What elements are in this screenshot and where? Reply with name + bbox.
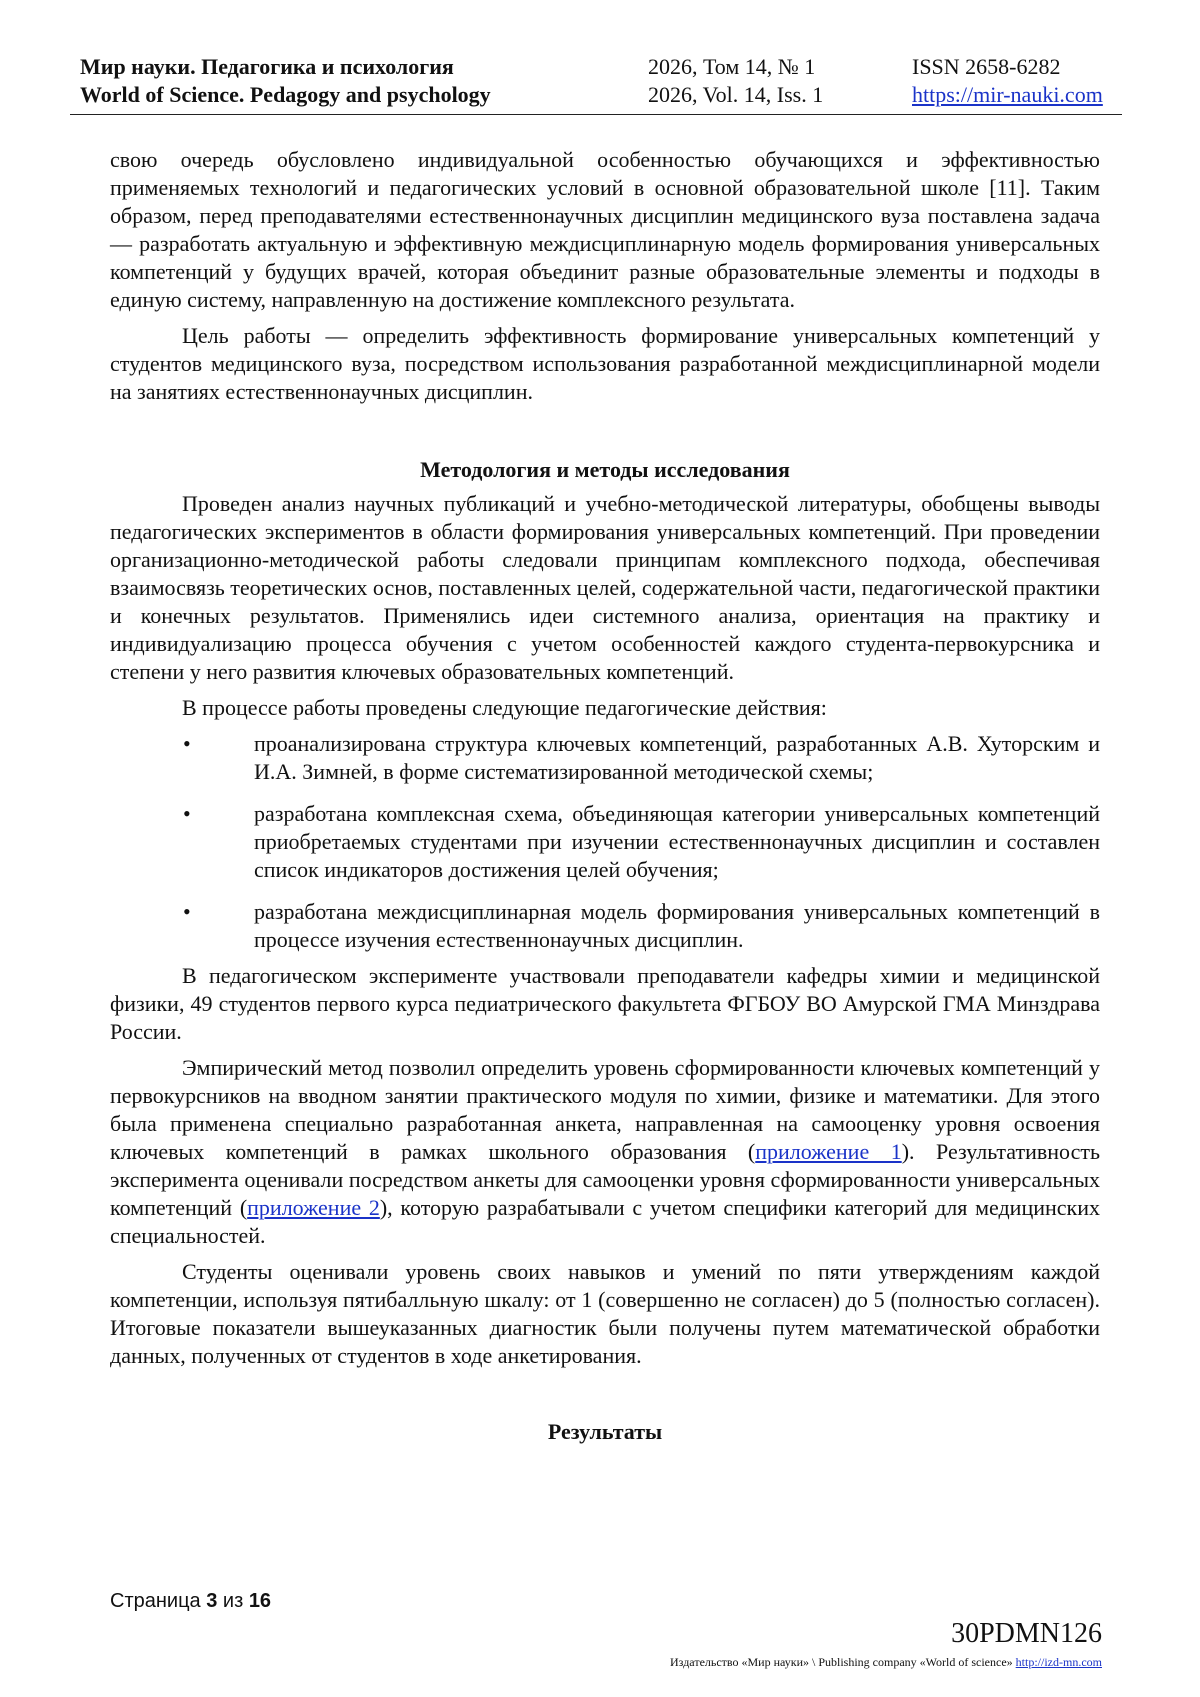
- publisher-link[interactable]: http://izd-mn.com: [1015, 1655, 1102, 1669]
- paragraph-empirical-method: Эмпирический метод позволил определить уровень сформированности ключевых компетенций у первокурсников на вводном занятии практического модуля по химии, физике и математики. Для этого была применена специально разработанная анкета, направленная на самооценку уровня освоения ключевых компетенций в рамках школьного образования (приложение 1). Результативность эксперимента оценивали посредством анкеты для самооценки уровня сформированности универсальных компетенций (приложение 2), которую разрабатывали с учетом специфики категорий для медицинских специальностей.: [110, 1055, 1101, 1248]
- journal-site-link[interactable]: https://mir-nauki.com: [912, 82, 1103, 107]
- paragraph-goal: Цель работы — определить эффективность формирование универсальных компетенций у студентов медицинского вуза, посредством использования разработанной междисциплинарной модели на занятиях естественнонаучных дисциплин.: [110, 323, 1100, 404]
- journal-title-ru: Мир науки. Педагогика и психология: [80, 54, 454, 79]
- appendix-2-link[interactable]: приложение 2: [247, 1195, 380, 1220]
- appendix-1-link[interactable]: приложение 1: [755, 1139, 902, 1164]
- article-body: [110, 146, 1100, 1446]
- journal-title-en: World of Science. Pedagogy and psychology: [80, 82, 491, 107]
- list-item: [110, 800, 1100, 884]
- paragraph-methods-analysis: Проведен анализ научных публикаций и учебно-методической литературы, обобщены выводы педагогических экспериментов в области формирования универсальных компетенций. При проведении организационно-методической работы следовали принципам комплексного подхода, обеспечивая взаимосвязь теоретических основ, поставленных целей, содержательной части, педагогической практики и конечных результатов. Применялись идеи системного анализа, ориентация на практику и индивидуализацию процесса обучения с учетом особенностей каждого студента-первокурсника и степени у него развития ключевых образовательных компетенций.: [110, 491, 1101, 684]
- publisher-line: Издательство «Мир науки» \ Publishing company «World of science» http://izd-mn.com: [670, 1655, 1102, 1669]
- issn-label: ISSN 2658-6282: [912, 54, 1061, 79]
- issue-info-ru: 2026, Том 14, № 1: [648, 54, 816, 79]
- bullet-icon: •: [183, 899, 191, 924]
- paragraph-intro-continuation: свою очередь обусловлено индивидуальной особенностью обучающихся и эффективностью применяемых технологий и педагогических условий в основной образовательной школе [11]. Таким образом, перед преподавателями естественнонаучных дисциплин медицинского вуза поставлена задача — разработать актуальную и эффективную междисциплинарную модель формирования универсальных компетенций у будущих врачей, которая объединит разные образовательные элементы и подходы в единую систему, направленную на достижение комплексного результата.: [110, 147, 1100, 312]
- paragraph-participants: В педагогическом эксперименте участвовали преподаватели кафедры химии и медицинской физики, 49 студентов первого курса педиатрического факультета ФГБОУ ВО Амурской ГМА Минздрава России.: [110, 963, 1100, 1044]
- total-pages: 16: [248, 1590, 272, 1612]
- bullet-icon: •: [183, 731, 191, 756]
- list-item-text: разработана комплексная схема, объединяющая категории универсальных компетенций приобретаемых студентами при изучении естественнонаучных дисциплин и составлен список индикаторов достижения целей обучения;: [254, 801, 1100, 882]
- actions-list: [110, 730, 1100, 954]
- bullet-icon: •: [183, 801, 191, 826]
- list-item: [110, 730, 1100, 786]
- section-heading-methods: Методология и методы исследования: [420, 457, 790, 482]
- list-item-text: разработана междисциплинарная модель формирования универсальных компетенций в процессе изучения естественнонаучных дисциплин.: [254, 899, 1100, 952]
- paragraph-actions-intro: В процессе работы проведены следующие педагогические действия:: [182, 695, 827, 720]
- list-item-text: проанализирована структура ключевых компетенций, разработанных А.В. Хуторским и И.А. Зимней, в форме систематизированной методической схемы;: [254, 731, 1100, 784]
- issue-info-en: 2026, Vol. 14, Iss. 1: [648, 82, 824, 107]
- article-code: 30PDMN126: [951, 1618, 1102, 1649]
- paragraph-scoring: Студенты оценивали уровень своих навыков и умений по пяти утверждениям каждой компетенции, используя пятибалльную шкалу: от 1 (совершенно не согласен) до 5 (полностью согласен). Итоговые показатели вышеуказанных диагностик были получены путем математической обработки данных, полученных от студентов в ходе анкетирования.: [110, 1259, 1100, 1368]
- running-header: [70, 48, 1122, 115]
- page-number: Страница 3 из 16: [110, 1590, 272, 1612]
- current-page: 3: [206, 1590, 218, 1612]
- list-item: [110, 898, 1100, 954]
- section-heading-results: Результаты: [547, 1419, 663, 1444]
